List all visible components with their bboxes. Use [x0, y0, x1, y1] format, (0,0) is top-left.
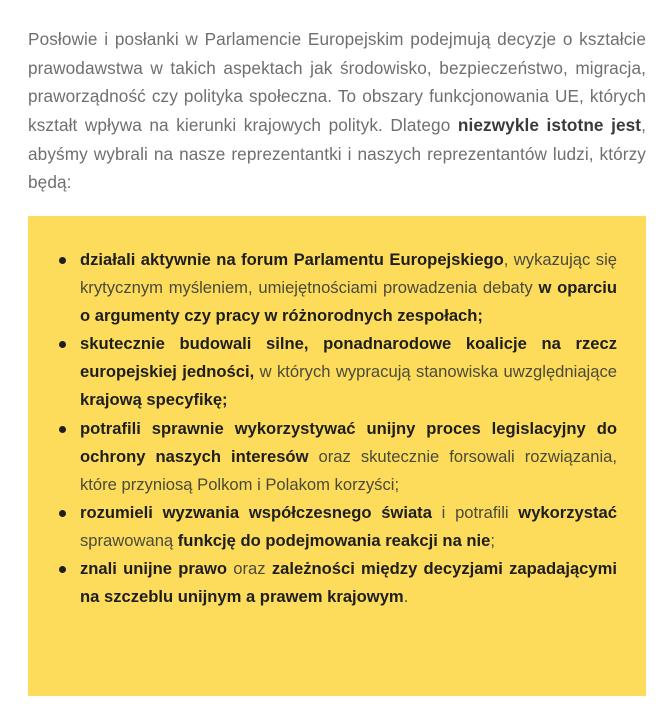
highlight-box: [28, 216, 646, 696]
item-text: , wykazując się krytycznym myśleniem, umiejętnościami prowadzenia debaty: [80, 250, 617, 298]
intro-paragraph: [28, 25, 646, 197]
intro-text-end: , abyśmy wybrali na nasze reprezentantki i naszych reprezentantów ludzi, którzy będą:: [28, 114, 646, 193]
item-text: oraz skutecznie forsowali rozwiązania, które przyniosą Polkom i Polakom korzyści;: [80, 446, 618, 494]
item-bold: potrafili sprawnie wykorzystywać unijny proces legislacyjny do ochrony naszych interesów: [80, 418, 617, 466]
item-bold: zależności między decyzjami zapadającymi na szczeblu unijnym a prawem krajowym: [80, 559, 618, 607]
item-bold: funkcję do podejmowania reakcji na nie: [177, 530, 491, 550]
bullet-icon: [59, 341, 66, 348]
bullet-icon: [59, 510, 66, 517]
list-item: [80, 555, 617, 611]
item-bold: skutecznie budowali silne, ponadnarodowe koalicje na rzecz europejskiej jedności,: [80, 334, 617, 382]
list-item: [80, 415, 617, 499]
item-bold: znali unijne prawo: [80, 559, 228, 579]
item-bold: rozumieli wyzwania współczesnego świata: [80, 502, 432, 522]
item-bold: wykorzystać: [518, 502, 617, 522]
list-item: [80, 330, 617, 414]
intro-text-start: Posłowie i posłanki w Parlamencie Europejskim podejmują decyzje o kształcie prawodawstwa w takich aspektach jak środowisko, bezpieczeństwo, migracja, praworządność czy polityka społeczna. To obszary funkcjonowania UE, których kształt wpływa na kierunki krajowych polityk. Dlatego: [28, 29, 646, 135]
item-text: oraz: [227, 559, 272, 579]
bullet-icon: [59, 257, 66, 264]
item-text: sprawowaną: [80, 530, 178, 550]
item-bold: w oparciu o argumenty czy pracy w różnorodnych zespołach;: [80, 278, 618, 326]
list-item: [80, 246, 617, 330]
item-text: .: [403, 587, 409, 607]
bullet-icon: [59, 426, 66, 433]
requirements-list: [80, 246, 617, 611]
intro-emphasis: niezwykle istotne jest: [457, 114, 642, 135]
item-text: w których wypracują stanowiska uwzględniające: [254, 362, 617, 382]
item-text: i potrafili: [431, 502, 519, 522]
list-item: [80, 499, 617, 555]
item-bold: działali aktywnie na forum Parlamentu Europejskiego: [80, 250, 504, 269]
item-text: ;: [490, 530, 496, 550]
item-bold: krajową specyfikę;: [80, 390, 228, 410]
bullet-icon: [59, 566, 66, 573]
